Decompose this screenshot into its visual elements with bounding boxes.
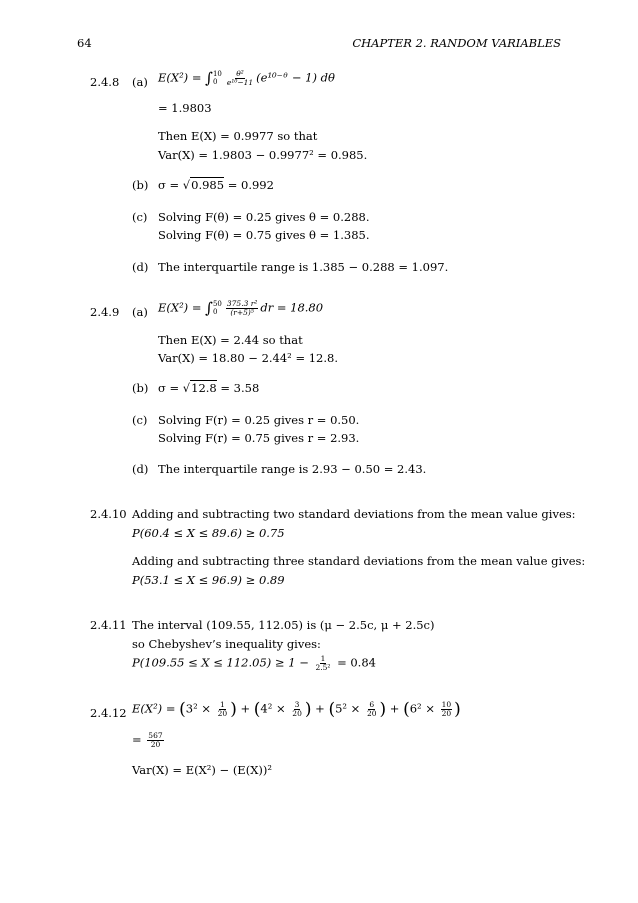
page-number: 64 bbox=[77, 36, 92, 50]
fraction bbox=[147, 732, 163, 749]
text-line: Then E(X) = 0.9977 so that bbox=[158, 129, 318, 143]
radicand: 12.8 bbox=[191, 381, 217, 395]
plus-sign: + bbox=[389, 701, 400, 716]
fraction bbox=[226, 300, 258, 317]
equation-result: = 0.992 bbox=[224, 178, 274, 192]
fraction-denominator: 20 bbox=[292, 708, 302, 718]
problem-number: 2.4.11 bbox=[90, 618, 127, 632]
fraction bbox=[314, 655, 331, 672]
text-line: Adding and subtracting two standard deviations from the mean value gives: bbox=[132, 507, 576, 521]
part-label: (a) bbox=[132, 75, 148, 89]
equation-lhs: E(X²) = bbox=[158, 70, 206, 85]
term-base: 5² × bbox=[335, 701, 364, 716]
text-line: = 1.9803 bbox=[158, 101, 212, 115]
integral-sign: ∫ bbox=[205, 298, 213, 317]
part-label: (d) bbox=[132, 462, 149, 476]
term-base: 4² × bbox=[260, 701, 290, 716]
equation bbox=[132, 655, 376, 672]
problem-number: 2.4.8 bbox=[90, 75, 120, 89]
paren-open: ( bbox=[253, 699, 261, 720]
text-line: The interquartile range is 1.385 − 0.288 = 1.097. bbox=[158, 260, 449, 274]
probability-bound: P(53.1 ≤ X ≤ 96.9) ≥ 0.89 bbox=[132, 573, 285, 587]
part-label: (d) bbox=[132, 260, 149, 274]
paren-close: ) bbox=[304, 699, 312, 720]
problem-number: 2.4.12 bbox=[90, 706, 127, 720]
equation bbox=[132, 701, 461, 718]
fraction-denominator: 20 bbox=[150, 739, 161, 749]
fraction-numerator: θ² bbox=[236, 69, 244, 78]
part-label: (b) bbox=[132, 178, 149, 192]
equation-lhs: P(109.55 ≤ X ≤ 112.05) ≥ 1 − bbox=[132, 655, 313, 670]
equation-tail: (e¹⁰⁻ᶿ − 1) dθ bbox=[256, 70, 335, 85]
sqrt-prefix: σ = √ bbox=[158, 178, 191, 192]
part-label: (b) bbox=[132, 381, 149, 395]
term-base: 3² × bbox=[185, 701, 215, 716]
text-line: Solving F(r) = 0.75 gives r = 2.93. bbox=[158, 431, 360, 445]
text-line: Var(X) = 1.9803 − 0.9977² = 0.985. bbox=[158, 148, 368, 162]
text-line: so Chebyshev’s inequality gives: bbox=[132, 637, 321, 651]
sqrt-prefix: σ = √ bbox=[158, 381, 191, 395]
text-line: Then E(X) = 2.44 so that bbox=[158, 333, 303, 347]
radicand: 0.985 bbox=[191, 178, 225, 192]
fraction-numerator: 6 bbox=[369, 700, 375, 709]
equation bbox=[158, 180, 274, 192]
fraction bbox=[441, 701, 453, 718]
equation-lhs: E(X²) = bbox=[158, 300, 206, 315]
equation-tail: dr = 18.80 bbox=[260, 300, 324, 315]
integral-upper: 50 bbox=[212, 300, 222, 309]
integral-lower: 0 bbox=[212, 308, 218, 317]
paren-close: ) bbox=[379, 699, 387, 720]
fraction bbox=[226, 70, 254, 87]
equation-lhs: E(X²) = bbox=[132, 701, 180, 716]
fraction-denominator: (r+5)⁵ bbox=[230, 307, 254, 317]
plus-sign: + bbox=[315, 701, 325, 716]
text-line: The interquartile range is 2.93 − 0.50 = 2.43. bbox=[158, 462, 427, 476]
fraction bbox=[291, 701, 303, 718]
term-base: 6² × bbox=[409, 701, 439, 716]
text-line: Adding and subtracting three standard deviations from the mean value gives: bbox=[132, 554, 586, 568]
paren-open: ( bbox=[179, 699, 186, 720]
fraction-numerator: 375.3 r² bbox=[226, 299, 258, 308]
fraction-denominator: 20 bbox=[217, 708, 228, 718]
text-line: Solving F(θ) = 0.25 gives θ = 0.288. bbox=[158, 210, 370, 224]
running-header: CHAPTER 2. RANDOM VARIABLES bbox=[352, 36, 561, 50]
equation bbox=[158, 383, 259, 395]
text-line: Var(X) = E(X²) − (E(X))² bbox=[132, 763, 272, 777]
text-line: The interval (109.55, 112.05) is (μ − 2.5c, μ + 2.5c) bbox=[132, 618, 435, 632]
equation bbox=[132, 732, 166, 749]
probability-bound: P(60.4 ≤ X ≤ 89.6) ≥ 0.75 bbox=[132, 526, 285, 540]
fraction-numerator: 3 bbox=[294, 700, 300, 709]
problem-number: 2.4.9 bbox=[90, 305, 120, 319]
text-line: Solving F(θ) = 0.75 gives θ = 1.385. bbox=[158, 228, 370, 242]
integral-lower: 0 bbox=[212, 78, 218, 87]
integral bbox=[205, 70, 224, 86]
equation-result: = 3.58 bbox=[216, 381, 260, 395]
paren-close: ) bbox=[230, 699, 237, 720]
fraction-denominator: 20 bbox=[366, 708, 377, 718]
fraction-numerator: 567 bbox=[148, 731, 163, 740]
equation-result: = 0.84 bbox=[333, 655, 376, 670]
equation bbox=[158, 300, 323, 317]
text-line: Solving F(r) = 0.25 gives r = 0.50. bbox=[158, 413, 360, 427]
fraction bbox=[366, 701, 378, 718]
paren-open: ( bbox=[328, 699, 336, 720]
integral-upper: 10 bbox=[212, 70, 222, 79]
text-line: Var(X) = 18.80 − 2.44² = 12.8. bbox=[158, 351, 339, 365]
fraction-denominator: 2.5² bbox=[315, 662, 331, 672]
integral bbox=[205, 300, 224, 316]
fraction-numerator: 10 bbox=[441, 700, 452, 709]
equals-sign: = bbox=[132, 732, 146, 747]
plus-sign: + bbox=[240, 701, 251, 716]
part-label: (c) bbox=[132, 413, 148, 427]
part-label: (a) bbox=[132, 305, 148, 319]
part-label: (c) bbox=[132, 210, 148, 224]
integral-sign: ∫ bbox=[205, 68, 213, 87]
paren-close: ) bbox=[454, 699, 461, 720]
problem-number: 2.4.10 bbox=[90, 507, 127, 521]
fraction-numerator: 1 bbox=[220, 700, 225, 709]
paren-open: ( bbox=[403, 699, 410, 720]
fraction-numerator: 1 bbox=[320, 654, 326, 663]
fraction-denominator: 20 bbox=[441, 708, 452, 718]
fraction-denominator: e¹⁰−11 bbox=[226, 77, 254, 87]
equation bbox=[158, 70, 335, 87]
fraction bbox=[217, 701, 229, 718]
